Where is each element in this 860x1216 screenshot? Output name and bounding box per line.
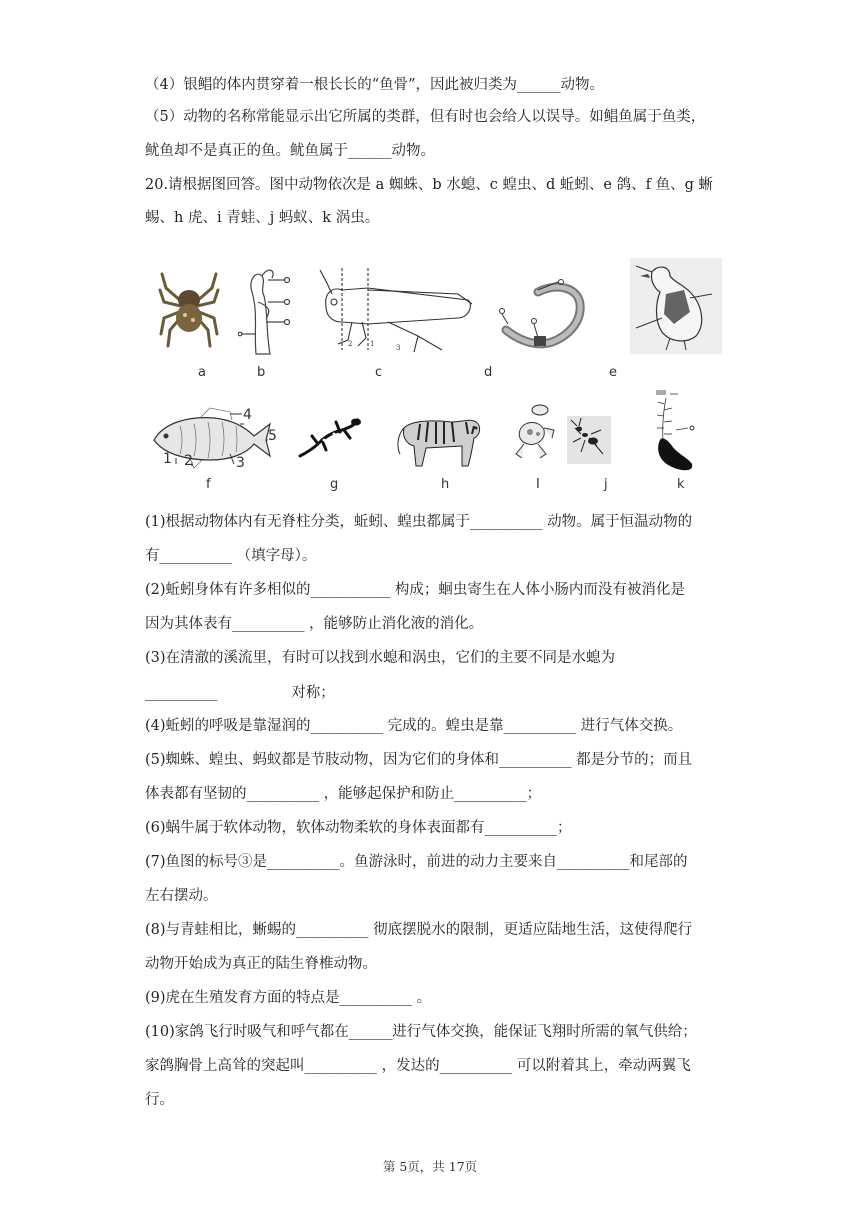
question-line: (3)在清澈的溪流里，有时可以找到水螅和涡虫，它们的主要不同是水螅为 xyxy=(145,650,616,666)
spider-image xyxy=(158,268,220,348)
fish-number-1: 1 xyxy=(163,451,172,467)
figure-label-b: b xyxy=(257,365,266,380)
question-20-title: 20.请根据图回答。图中动物依次是 a 蜘蛛、b 水螅、c 蝗虫、d 蚯蚓、e 鸽、f 鱼、g 蜥 xyxy=(145,177,713,193)
figure-label-c: c xyxy=(375,365,383,380)
question-line: (10)家鸽飞行时吸气和呼气都在______进行气体交换，能保证飞翔时所需的氧气供给； xyxy=(145,1024,697,1040)
question-line: (8)与青蛙相比，蜥蜴的__________ 彻底摆脱水的限制，更适应陆地生活，这使得爬行 xyxy=(145,922,693,938)
figure-label-g: g xyxy=(330,477,339,492)
lizard-image xyxy=(294,412,362,462)
figure-label-k: k xyxy=(677,477,685,492)
svg-text:2: 2 xyxy=(348,340,353,348)
question-line: 家鸽胸骨上高耸的突起叫__________ ，发达的__________ 可以附着其上，牵动两翼飞 xyxy=(145,1058,691,1074)
page-footer: 第 5页，共 17页 xyxy=(382,1159,478,1174)
fish-number-5: 5 xyxy=(268,428,277,444)
figure-label-f: f xyxy=(206,477,211,492)
figure-label-a: a xyxy=(198,365,206,380)
tiger-image xyxy=(392,406,484,470)
question-line: 体表都有坚韧的__________ ，能够起保护和防止__________； xyxy=(145,786,542,802)
text-line: （4）银鲳的体内贯穿着一根长长的“鱼骨”，因此被归类为______动物。 xyxy=(145,77,605,93)
fish-number-2: 2 xyxy=(184,453,193,469)
fish-number-3: 3 xyxy=(236,455,245,471)
question-line: (1)根据动物体内有无脊柱分类，蚯蚓、蝗虫都属于__________ 动物。属于恒温动物的 xyxy=(145,514,693,530)
figure-label-h: h xyxy=(441,477,450,492)
question-line: (4)蚯蚓的呼吸是靠湿润的__________ 完成的。蝗虫是靠__________ 进行气体交换。 xyxy=(145,718,683,734)
svg-text:1: 1 xyxy=(370,340,375,348)
question-line: (9)虎在生殖发育方面的特点是__________ 。 xyxy=(145,990,432,1006)
question-line: (6)蜗牛属于软体动物，软体动物柔软的身体表面都有__________； xyxy=(145,820,572,836)
figure-label-j: j xyxy=(604,477,608,492)
text-line: 蜴、h 虎、i 青蛙、j 蚂蚁、k 涡虫。 xyxy=(145,210,380,226)
grasshopper-diagram xyxy=(318,266,478,358)
figure-label-d: d xyxy=(484,365,493,380)
question-line: 动物开始成为真正的陆生脊椎动物。 xyxy=(145,956,377,972)
hydra-diagram xyxy=(238,262,298,358)
question-line: (7)鱼图的标号③是__________。鱼游泳时，前进的动力主要来自__________和尾部的 xyxy=(145,854,688,870)
text-line: （5）动物的名称常能显示出它所属的类群，但有时也会给人以误导。如鲳鱼属于鱼类， xyxy=(145,109,706,125)
pigeon-diagram xyxy=(630,258,722,354)
question-line: __________ 对称； xyxy=(145,685,335,701)
figure-label-i: I xyxy=(536,477,540,492)
text-line: 鱿鱼却不是真正的鱼。鱿鱼属于______动物。 xyxy=(145,143,435,159)
question-line: (5)蜘蛛、蝗虫、蚂蚁都是节肢动物，因为它们的身体和__________ 都是分节的；而且 xyxy=(145,752,693,768)
ant-image xyxy=(567,416,611,464)
question-line: 因为其体表有__________ ，能够防止消化液的消化。 xyxy=(145,616,484,632)
question-line: 有__________ （填字母）。 xyxy=(145,548,317,564)
question-line: (2)蚯蚓身体有许多相似的___________ 构成；蛔虫寄生在人体小肠内而没有被消化是 xyxy=(145,582,685,598)
planarian-diagram xyxy=(648,388,704,474)
question-line: 行。 xyxy=(145,1092,174,1108)
figure-label-e: e xyxy=(609,365,617,380)
frog-diagram xyxy=(510,400,560,462)
svg-text:3: 3 xyxy=(396,344,401,352)
earthworm-diagram xyxy=(498,278,594,358)
fish-number-4: 4 xyxy=(243,407,252,423)
question-line: 左右摆动。 xyxy=(145,888,218,904)
